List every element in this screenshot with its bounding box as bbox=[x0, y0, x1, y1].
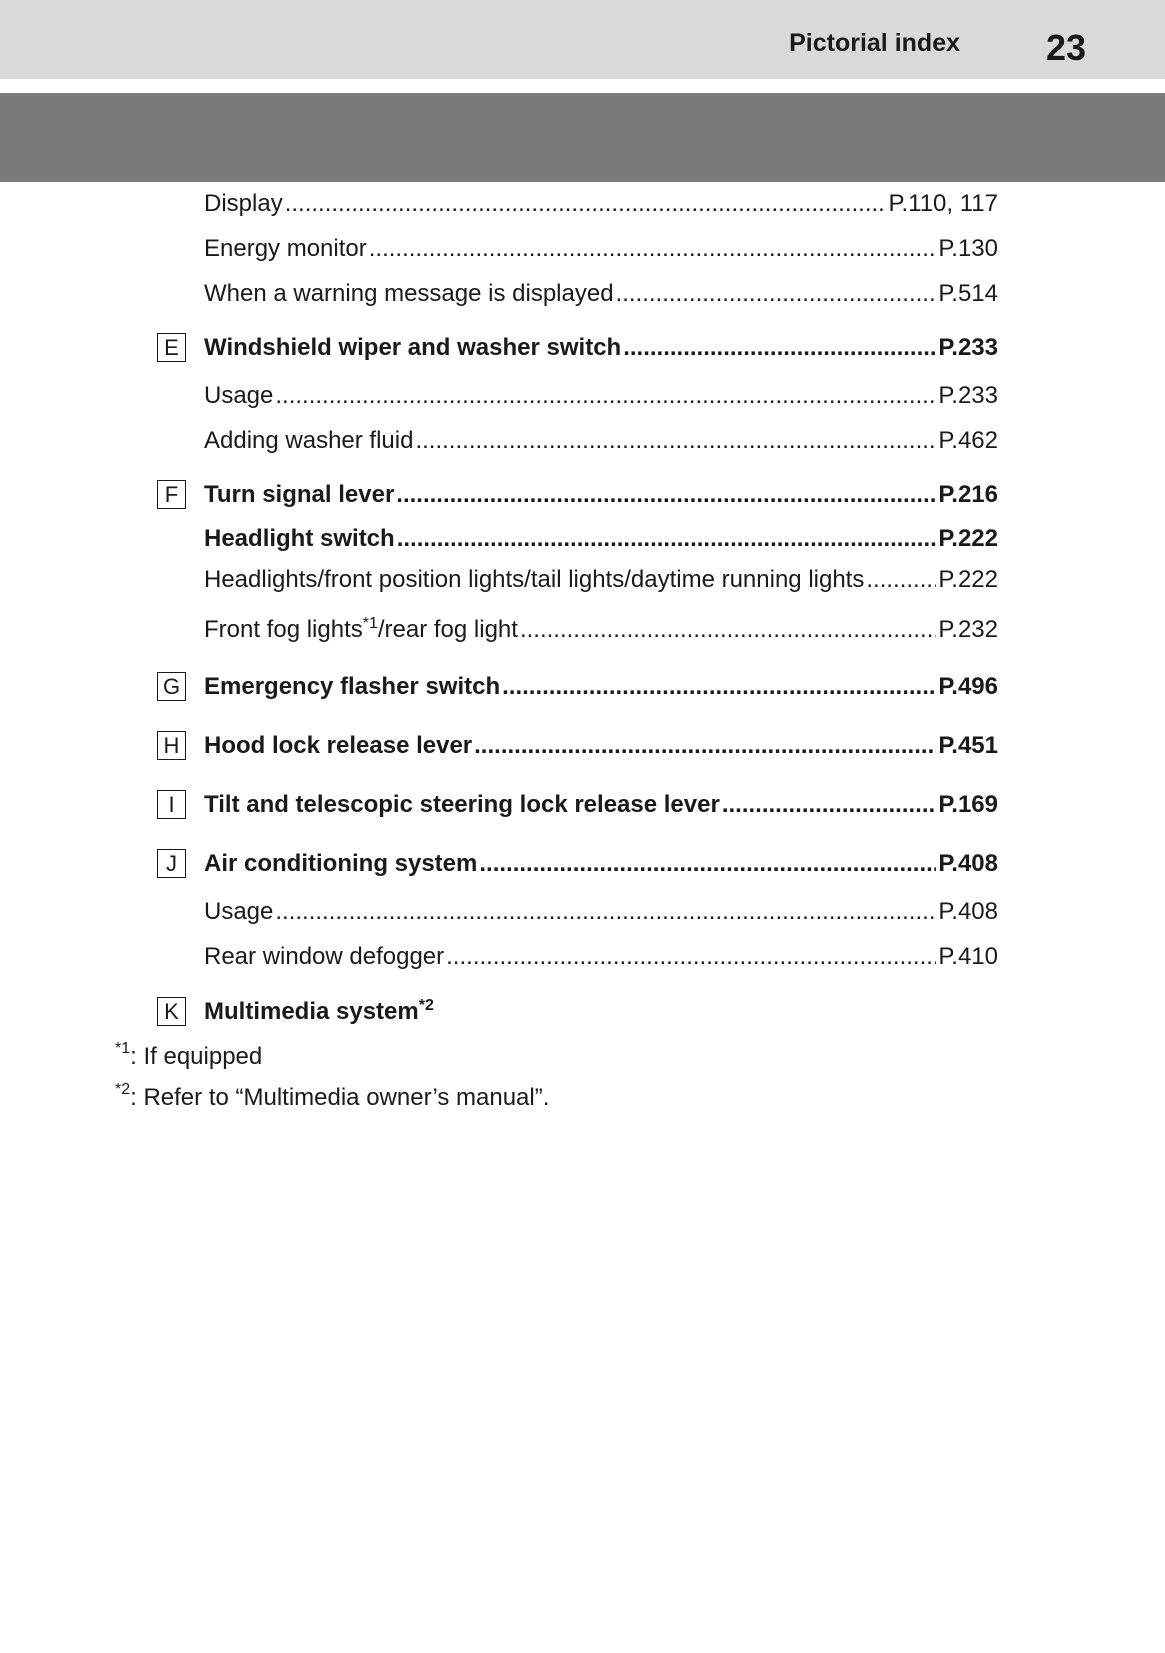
index-entry-hood-lock bbox=[204, 730, 998, 762]
page-ref-link[interactable]: P.233 bbox=[938, 334, 998, 361]
item-letter-i: I bbox=[157, 790, 186, 819]
index-entry-headlights-lights bbox=[204, 564, 998, 596]
page-ref-link[interactable]: P.451 bbox=[938, 732, 998, 759]
leader-dots bbox=[479, 848, 936, 880]
item-letter-k: K bbox=[157, 997, 186, 1026]
entry-label: Headlights/front position lights/tail lights/daytime running lights bbox=[204, 566, 865, 593]
page-ref-link[interactable]: P.462 bbox=[938, 427, 998, 454]
footnote-ref: *1 bbox=[362, 615, 378, 632]
page-ref-link[interactable]: P.222 bbox=[938, 525, 998, 552]
index-entry-headlight-switch bbox=[204, 523, 998, 555]
footnote-text: : If equipped bbox=[130, 1043, 263, 1070]
index-entry-washer-fluid bbox=[204, 425, 998, 457]
index-entry-emergency-flasher bbox=[204, 671, 998, 703]
page-ref-link[interactable]: P.222 bbox=[938, 566, 998, 593]
entry-label: Rear window defogger bbox=[204, 943, 445, 970]
header-band bbox=[0, 0, 1165, 79]
leader-dots bbox=[369, 233, 937, 265]
page-ref-link[interactable]: P.232 bbox=[938, 616, 998, 643]
entry-label bbox=[204, 996, 434, 1028]
leader-dots bbox=[446, 941, 936, 973]
page-ref-link[interactable]: P.408 bbox=[938, 898, 998, 925]
page-ref-link[interactable]: P.233 bbox=[938, 382, 998, 409]
page-ref-link[interactable]: P.216 bbox=[938, 481, 998, 508]
leader-dots bbox=[474, 730, 936, 762]
entry-label: Hood lock release lever bbox=[204, 732, 473, 759]
item-letter-j: J bbox=[157, 849, 186, 878]
leader-dots bbox=[415, 425, 936, 457]
footnote-text: : Refer to “Multimedia owner’s manual”. bbox=[130, 1084, 550, 1111]
index-entry-ac-usage bbox=[204, 896, 998, 928]
page-ref-link[interactable]: P.110, 117 bbox=[888, 190, 998, 217]
page-ref-link[interactable]: P.130 bbox=[938, 235, 998, 262]
index-entry-turn-signal-lever bbox=[204, 479, 998, 511]
entry-label: Energy monitor bbox=[204, 235, 367, 262]
entry-label-text: Multimedia system bbox=[204, 998, 419, 1025]
index-entry-fog-lights bbox=[204, 614, 998, 646]
page-ref-link[interactable]: P.496 bbox=[938, 673, 998, 700]
page-ref-link[interactable]: P.169 bbox=[938, 791, 998, 818]
index-entry-multimedia-system bbox=[204, 996, 998, 1028]
entry-label: Air conditioning system bbox=[204, 850, 478, 877]
entry-label: Windshield wiper and washer switch bbox=[204, 334, 622, 361]
item-letter-h: H bbox=[157, 731, 186, 760]
index-entry-air-conditioning bbox=[204, 848, 998, 880]
entry-label: Tilt and telescopic steering lock release lever bbox=[204, 791, 720, 818]
entry-label-text: Front fog lights bbox=[204, 616, 363, 643]
leader-dots bbox=[285, 188, 887, 220]
item-letter-g: G bbox=[157, 672, 186, 701]
index-entry-energy-monitor bbox=[204, 233, 998, 265]
item-letter-e: E bbox=[157, 333, 186, 362]
entry-label bbox=[204, 614, 518, 646]
footnote-2 bbox=[115, 1082, 549, 1114]
entry-label: Usage bbox=[204, 898, 274, 925]
index-entry-steering-lock bbox=[204, 789, 998, 821]
gray-bar bbox=[0, 93, 1165, 182]
leader-dots bbox=[616, 278, 937, 310]
leader-dots bbox=[275, 896, 936, 928]
page-ref-link[interactable]: P.514 bbox=[938, 280, 998, 307]
entry-label: Display bbox=[204, 190, 283, 217]
entry-label: Emergency flasher switch bbox=[204, 673, 501, 700]
leader-dots bbox=[275, 380, 936, 412]
entry-label-text: /rear fog light bbox=[377, 616, 518, 643]
index-entry-rear-defogger bbox=[204, 941, 998, 973]
index-entry-wiper-usage bbox=[204, 380, 998, 412]
leader-dots bbox=[396, 479, 936, 511]
index-entry-wiper-washer-switch bbox=[204, 332, 998, 364]
item-letter-f: F bbox=[157, 480, 186, 509]
leader-dots bbox=[866, 564, 936, 596]
footnote-ref: *2 bbox=[418, 997, 434, 1014]
index-entry-display bbox=[204, 188, 998, 220]
leader-dots bbox=[520, 614, 936, 646]
leader-dots bbox=[502, 671, 936, 703]
leader-dots bbox=[397, 523, 937, 555]
page-ref-link[interactable]: P.410 bbox=[938, 943, 998, 970]
leader-dots bbox=[722, 789, 937, 821]
index-entry-warning-message bbox=[204, 278, 998, 310]
entry-label: Headlight switch bbox=[204, 525, 395, 552]
section-title: Pictorial index bbox=[789, 29, 960, 57]
footnote-mark: *2 bbox=[115, 1081, 131, 1098]
page-ref-link[interactable]: P.408 bbox=[938, 850, 998, 877]
entry-label: Turn signal lever bbox=[204, 481, 395, 508]
entry-label: Usage bbox=[204, 382, 274, 409]
leader-dots bbox=[623, 332, 936, 364]
entry-label: Adding washer fluid bbox=[204, 427, 414, 454]
entry-label: When a warning message is displayed bbox=[204, 280, 614, 307]
page-number: 23 bbox=[1045, 27, 1086, 68]
footnote-mark: *1 bbox=[115, 1040, 131, 1057]
footnote-1 bbox=[115, 1041, 262, 1073]
